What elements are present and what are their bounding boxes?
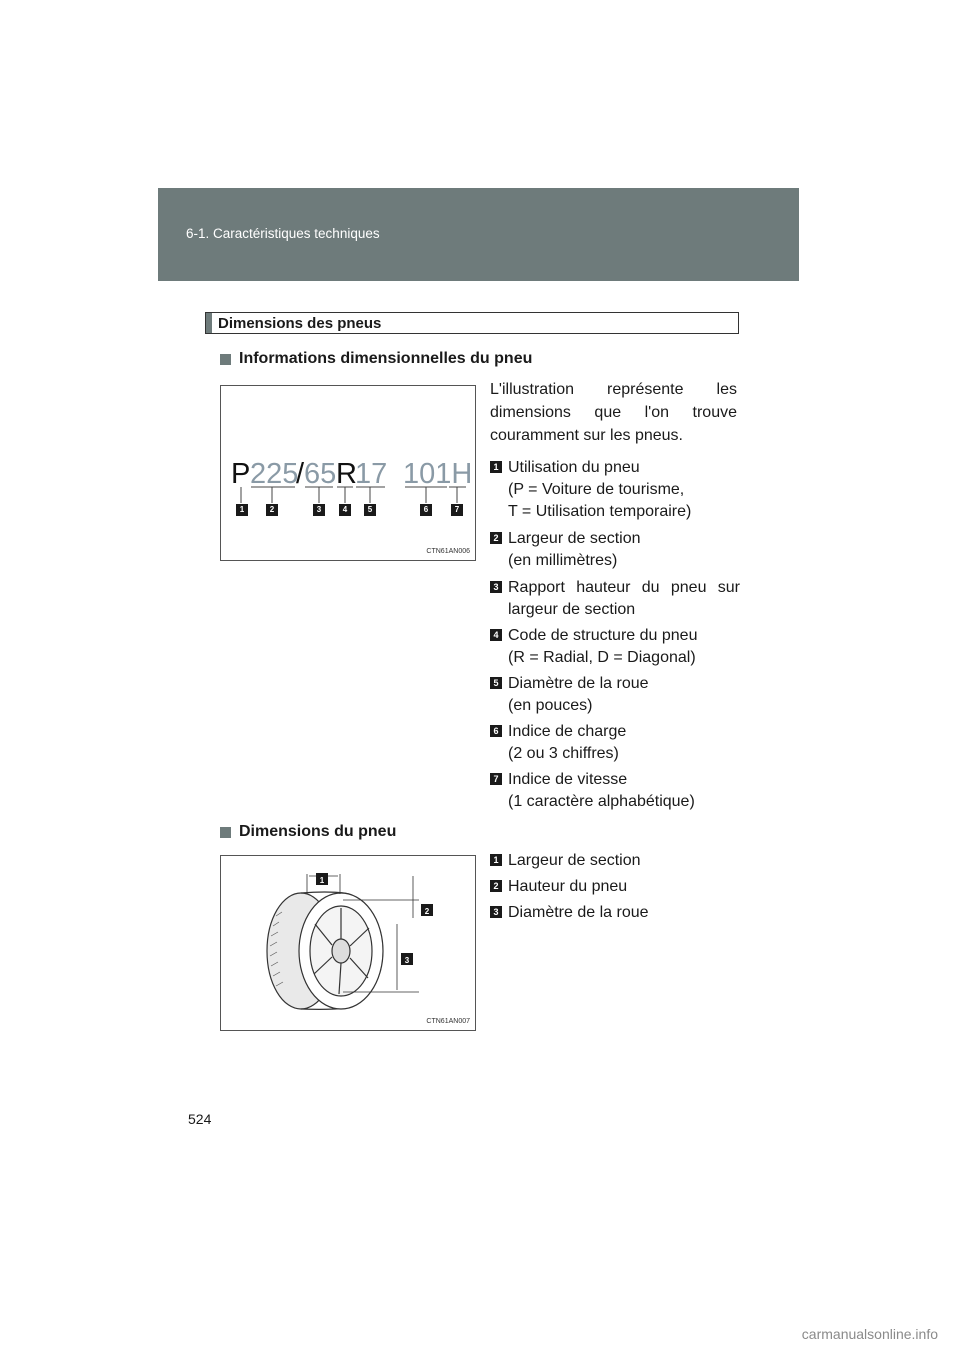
figure-label: 3 [313, 504, 325, 516]
list-item [490, 902, 740, 924]
item-line: Indice de charge [508, 723, 627, 740]
code-ratio: 65 [304, 458, 337, 490]
item-line: Indice de vitesse [508, 771, 628, 788]
subhead-dims-text: Dimensions du pneu [239, 823, 397, 840]
list-item [490, 577, 740, 621]
item-line: Utilisation du pneu [508, 459, 640, 476]
item-line: Diamètre de la roue [508, 904, 649, 921]
tire-code-illustration [221, 386, 475, 560]
page-number: 524 [188, 1111, 212, 1127]
header-band [158, 188, 799, 281]
item-line: (R = Radial, D = Diagonal) [508, 649, 696, 666]
figure-label: 6 [420, 504, 432, 516]
section-accent [206, 313, 212, 333]
tire-dimensions-figure [220, 855, 476, 1031]
item-number: 7 [490, 773, 502, 785]
item-number: 4 [490, 629, 502, 641]
item-number: 3 [490, 581, 502, 593]
subhead-info [220, 350, 532, 368]
item-line: Diamètre de la roue [508, 675, 649, 692]
figure-label: 1 [236, 504, 248, 516]
item-number: 1 [490, 461, 502, 473]
figure-label: 7 [451, 504, 463, 516]
code-diameter: 17 [355, 458, 388, 490]
figure-label: 2 [424, 907, 430, 916]
list-item [490, 528, 740, 572]
section-title: Dimensions des pneus [218, 315, 382, 332]
figure-label: 1 [319, 876, 325, 885]
item-line: (en millimètres) [508, 552, 618, 569]
figure-label: 3 [404, 956, 410, 965]
item-number: 2 [490, 532, 502, 544]
code-p: P [231, 458, 251, 490]
item-number: 1 [490, 854, 502, 866]
watermark: carmanualsonline.info [801, 1326, 938, 1342]
code-load-speed: 101H [403, 458, 473, 490]
item-line: Code de structure du pneu [508, 627, 698, 644]
item-number: 2 [490, 880, 502, 892]
item-line: (P = Voiture de tourisme, [508, 481, 685, 498]
item-line: Largeur de section [508, 530, 641, 547]
item-line: (en pouces) [508, 697, 593, 714]
list-item [490, 850, 740, 872]
figure-label: 4 [339, 504, 351, 516]
code-r: R [336, 458, 357, 490]
item-line: (2 ou 3 chiffres) [508, 745, 619, 762]
figure-code: CTN61AN007 [426, 1018, 470, 1025]
intro-text: L'illustration représente les dimensions que l'on trouve couramment sur les pneus. [490, 381, 737, 444]
item-line: (1 caractère alphabétique) [508, 793, 695, 810]
item-line: Rapport hauteur du pneu sur [508, 579, 740, 596]
code-slash: / [296, 458, 305, 490]
subhead-dims [220, 823, 396, 841]
section-title-bar [205, 312, 739, 334]
square-bullet-icon [220, 827, 231, 838]
square-bullet-icon [220, 354, 231, 365]
figure-label: 2 [266, 504, 278, 516]
list-item [490, 625, 740, 669]
item-line: T = Utilisation temporaire) [508, 503, 692, 520]
tire-wheel-illustration [221, 856, 475, 1030]
list-item [490, 673, 740, 717]
list-item [490, 457, 740, 523]
item-line: Hauteur du pneu [508, 878, 628, 895]
item-number: 5 [490, 677, 502, 689]
list-item [490, 876, 740, 898]
tire-code-figure [220, 385, 476, 561]
item-number: 3 [490, 906, 502, 918]
figure-label: 5 [364, 504, 376, 516]
item-line: largeur de section [508, 601, 636, 618]
code-width: 225 [250, 458, 299, 490]
item-number: 6 [490, 725, 502, 737]
subhead-info-text: Informations dimensionnelles du pneu [239, 350, 533, 367]
chapter-title: 6-1. Caractéristiques techniques [186, 226, 380, 241]
figure-code: CTN61AN006 [426, 548, 470, 555]
list-item [490, 769, 740, 813]
item-line: Largeur de section [508, 852, 641, 869]
list-item [490, 721, 740, 765]
